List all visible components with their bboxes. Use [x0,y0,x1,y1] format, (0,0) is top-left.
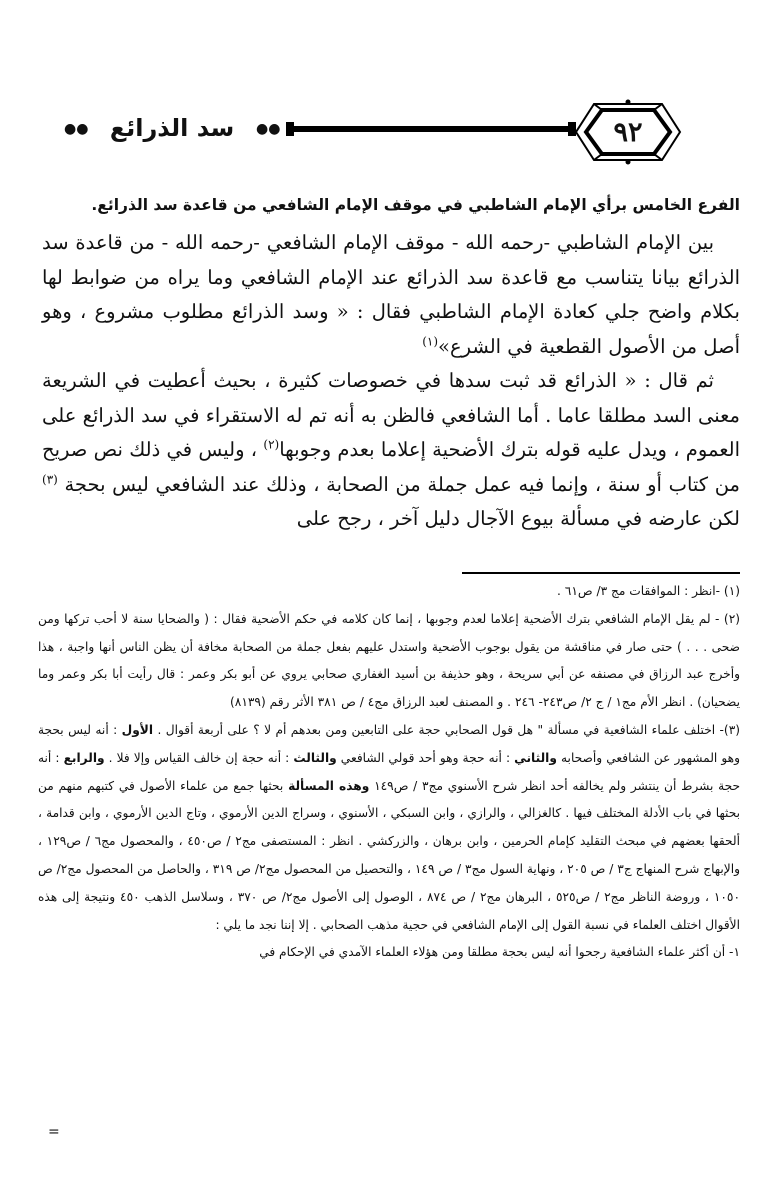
header-dots-right: ●● [256,121,281,137]
footnote-3-fourth: : أنه حجة بشرط أن ينتشر ولم يخالفه أحد انظر شرح الأسنوي مج٣ / ص١٤٩ [38,750,741,793]
footnote-3-intro: (٣)- اختلف علماء الشافعية في مسألة " هل قول الصحابي حجة على التابعين ومن بعدهم أم لا ؟ على أربعة أقوال . [157,722,740,737]
header-rule [286,126,576,132]
header-dots-left: ●● [64,121,89,137]
paragraph-2-text-c: لكن عارضه في مسألة بيوع الآجال دليل آخر ، رجح على [296,507,740,530]
page-number: ٩٢ [613,116,643,148]
footnote-3-first-label: الأول [121,722,154,737]
section-heading: الفرع الخامس برأي الإمام الشاطبي في موقف الإمام الشافعي من قاعدة سد الذرائع. [91,196,740,214]
page-header [0,84,770,174]
continuation-mark: = [48,1124,60,1140]
footnote-3 [38,717,740,939]
footnote-3-first: : أنه ليس بحجة وهو المشهور عن الشافعي وأصحابه [38,722,740,765]
footnote-3-rest: بحثها جمع من علماء الأصول في كتبهم منهم من بحثها في باب الأدلة المختلف فيها . كالغزالي ، والرازي ، وابن السبكي ، الأسنوي ، وسراج الدين الأرموي ، وتاج الدين الأرموي ، وابن قدامة ، ألحقها بعضهم في مبحث التقليد كإمام الحرمين ، وابن برهان ، والزركشي . انظر : المستصفى مج٢ / ص٤٥٠ ، والمحصول مج٦ / ص١٢٩ ، والإبهاج شرح المنهاج ج٣ / ص ٢٠٥ ، ونهاية السول مج٣ / ص ١٤٩ ، والتحصيل من المحصول مج٢/ ص ٣١٩ ، والحاصل من المحصول مج٢/ ص ١٠٥٠ ، وروضة الناظر مج٢ / ص٥٢٥ ، البرهان مج٢ / ص ٨٧٤ ، الوصول إلى الأصول مج٢/ ص ٣٧٠ ، وسلاسل الذهب ٤٥٠ ونتيجة إلى هذه الأقوال اختلف العلماء في نسبة القول إلى الإمام الشافعي في حجية مذهب الصحابي . إلا إننا نجد ما يلي : [38,778,741,932]
paragraph-2-text-a: ثم قال : « الذرائع قد ثبت سدها في خصوصات كثيرة ، بحيث أعطيت في الشريعة معنى السد مطلقا عاما . أما الشافعي فالظن به أنه تم له الاستقراء في سد الذرائع على العموم ، ويدل عليه قوله بترك الأضحية إعلاما بعدم وجوبها [42,369,740,461]
page-number-badge [572,96,684,168]
paragraph-2-text-b: ، وليس في ذلك نص صريح من كتاب أو سنة ، وإنما فيه عمل جملة من الصحابة ، وذلك عند الشافعي ليس بحجة [42,438,740,496]
footnote-3-second: : أنه حجة وهو أحد قولي الشافعي [340,750,511,765]
footnote-3-third-label: والثالث [293,750,337,765]
footnote-1: (١) -انظر : الموافقات مج ٣/ ص٦١ . [557,584,740,598]
paragraph-1-text: بين الإمام الشاطبي -رحمه الله - موقف الإمام الشافعي -رحمه الله - من قاعدة سد الذرائع بيانا يتناسب مع قاعدة سد الذرائع عند الإمام الشافعي وما يراه من ضوابط لها بكلام واضح جلي كعادة الإمام الشاطبي فقال : « وسد الذرائع مطلوب مشروع ، وهو أصل من الأصول القطعية في الشرع» [42,231,740,358]
footnotes [38,578,740,967]
footnote-ref-2[interactable]: (٢) [263,437,280,452]
footnote-2: (٢) - لم يقل الإمام الشافعي بترك الأضحية إعلاما لعدم وجوبها ، إنما كان كلامه في حكم الأضحية فقال : ( والضحايا سنة لا أحب تركها ومن ضحى . . . ) حتى صار في مناقشة من يقول بوجوب الأضحية واستدل عليهم بفعل جملة من الصحابة مخافة أن يظن الناس أنها واجبة ، هذا وأخرج عبد الرزاق في مصنفه عن أبي سريحة ، وهو حذيفة بن أسيد الغفاري صحابي يروي عن أبو بكر وعمر : قال رأيت أبا بكر وعمر وما يضحيان) . انظر الأم مج١ / ج ٢/ ص٢٤٣- ٢٤٦ . و المصنف لعبد الرزاق مج٤ / ص ٣٨١ الأثر رقم (٨١٣٩) [38,611,740,710]
footnote-3-fourth-label: والرابع [63,750,105,765]
paragraph-1 [42,226,740,364]
footnote-3-issue-label: وهذه المسألة [288,778,370,793]
footnote-3-second-label: والثاني [514,750,557,765]
running-title: سد الذرائع [109,114,235,142]
footnote-ref-1[interactable]: (١) [422,334,439,348]
body-text [42,226,740,537]
footnote-ref-3[interactable]: (٣) [42,472,58,486]
footnote-separator [462,572,740,574]
footnote-3-item-1: ١- أن أكثر علماء الشافعية رجحوا أنه ليس بحجة مطلقا ومن هؤلاء العلماء الآمدي في الإحكام في [259,945,740,960]
paragraph-2 [42,364,740,537]
footnote-3-third: : أنه حجة إن خالف القياس وإلا فلا . [108,750,290,765]
